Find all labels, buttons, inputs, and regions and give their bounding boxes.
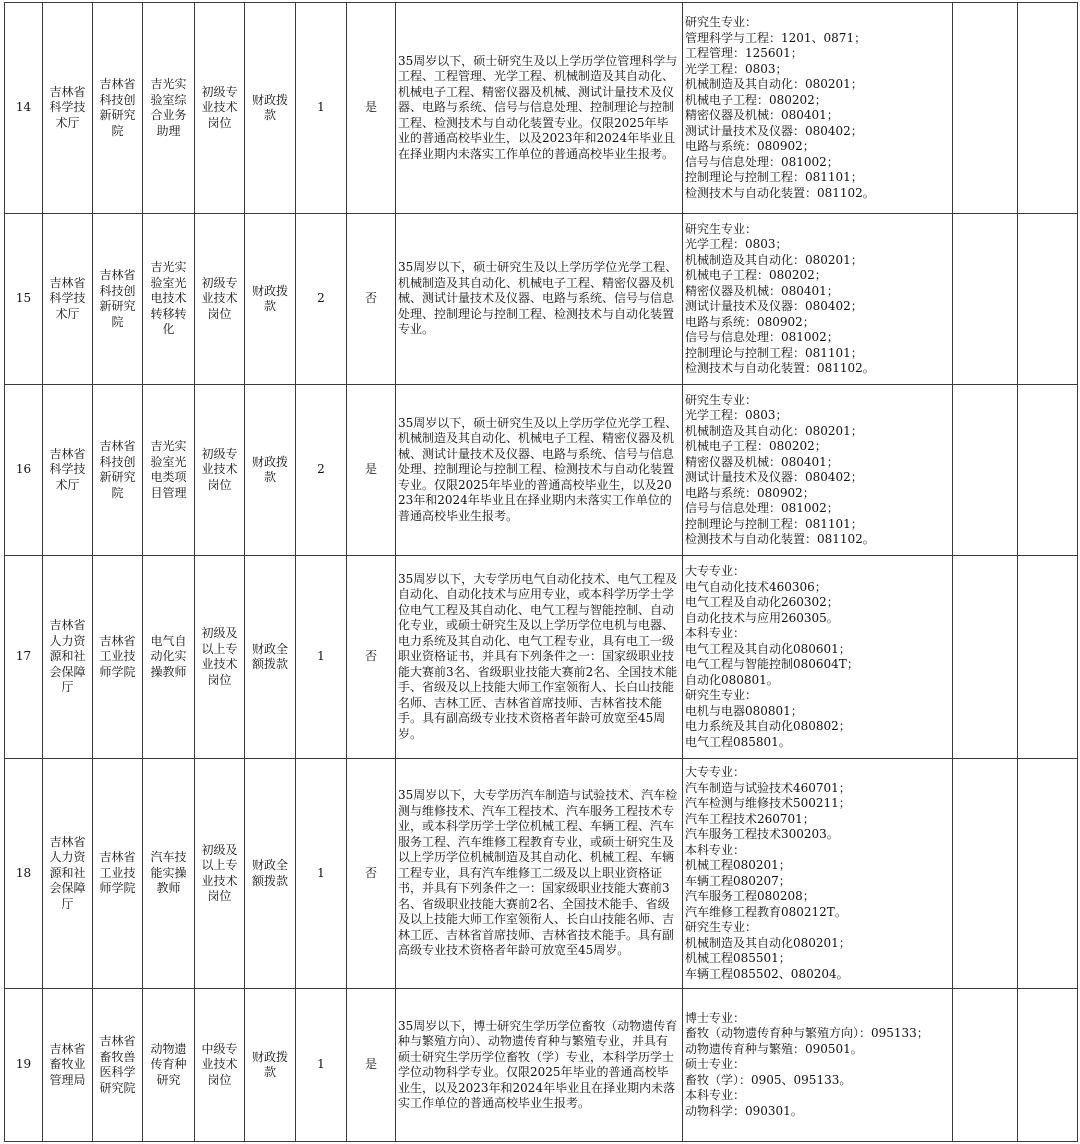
table-row	[5, 385, 1078, 556]
cell-number: 14	[5, 3, 43, 214]
cell-number: 17	[5, 556, 43, 759]
major-line: 大专专业：	[685, 765, 746, 779]
cell-graduate-only: 是	[347, 3, 396, 214]
major-line: 电路与系统：080902；	[685, 139, 815, 153]
major-line: 机械电子工程：080202；	[685, 268, 827, 282]
major-line: 光学工程：0803；	[685, 61, 788, 76]
cell-unit: 吉林省畜牧兽医科学研究院	[93, 989, 143, 1142]
cell-requirements: 35周岁以下，硕士研究生及以上学历学位光学工程、机械制造及其自动化、机械电子工程、精密仪器及机械、测试计量技术及仪器、电路与系统、信号与信息处理、控制理论与控制工程、检测技术与自动化装置专业。仅限2025年毕业的普通高校毕业生，以及2023年和2024年毕业且在择业期内未落实工作单位的普通高校毕业生报考。	[396, 385, 683, 556]
major-line: 动物遗传育种与繁殖：090501。	[685, 1041, 863, 1056]
cell-requirements: 35周岁以下，大专学历电气自动化技术、电气工程及自动化、自动化技术与应用专业，或本科学历学士学位电气工程及其自动化、电气工程与智能控制、自动化专业，或硕士研究生及以上学历学位电机与电器、电力系统及其自动化、电气工程专业，具有电工一级职业资格证书，并具有下列条件之一：国家级职业技能大赛前3名、省级职业技能大赛前2名、全国技术能手、省级及以上技能大师工作室领衔人、长白山技能名师、吉林工匠、吉林省首席技师、吉林省技术能手。具有副高级专业技术资格者年龄可放宽至45周岁。	[396, 556, 683, 759]
cell-headcount: 1	[296, 989, 347, 1142]
cell-department: 吉林省科学技术厅	[43, 3, 93, 214]
major-line: 研究生专业：	[685, 221, 758, 236]
cell-unit: 吉林省科技创新研究院	[93, 214, 143, 385]
cell-number: 18	[5, 759, 43, 989]
major-line: 畜牧（学）：0905、095133。	[685, 1072, 852, 1087]
table-body	[5, 3, 1078, 1142]
major-line: 电路与系统：080902；	[685, 314, 815, 329]
major-line: 测试计量技术及仪器：080402；	[685, 123, 863, 138]
table-row	[5, 556, 1078, 759]
cell-position-level: 初级专业技术岗位	[195, 3, 245, 214]
recruitment-table	[4, 2, 1078, 1142]
major-line: 检测技术与自动化装置：081102。	[685, 532, 875, 546]
major-line: 信号与信息处理：081002；	[685, 154, 839, 169]
cell-funding: 财政全额拨款	[245, 759, 296, 989]
cell-position-name: 吉光实验室综合业务助理	[143, 3, 195, 214]
cell-empty	[1018, 385, 1078, 556]
major-line: 机械制造及其自动化080201；	[685, 935, 851, 950]
major-line: 电气工程及自动化260302；	[685, 595, 839, 609]
major-line: 测试计量技术及仪器：080402；	[685, 470, 863, 484]
major-line: 博士专业：	[685, 1010, 746, 1025]
major-line: 光学工程：0803；	[685, 237, 788, 251]
cell-empty	[1018, 556, 1078, 759]
cell-position-name: 动物遗传育种研究	[143, 989, 195, 1142]
major-line: 管理科学与工程：1201、0871；	[685, 30, 867, 45]
major-line: 电力系统及其自动化080802；	[685, 719, 851, 733]
major-line: 本科专业：	[685, 626, 746, 640]
major-line: 研究生专业：	[685, 15, 758, 29]
major-line: 车辆工程080207；	[685, 873, 791, 888]
cell-headcount: 2	[296, 385, 347, 556]
major-line: 控制理论与控制工程：081101；	[685, 170, 863, 184]
cell-requirements: 35周岁以下，硕士研究生及以上学历学位管理科学与工程、工程管理、光学工程、机械制造及其自动化、机械电子工程、精密仪器及机械、测试计量技术及仪器、电路与系统、信号与信息处理、控制理论与控制工程、检测技术与自动化装置专业。仅限2025年毕业的普通高校毕业生，以及2023年和2024年毕业且在择业期内未落实工作单位的普通高校毕业生报考。	[396, 3, 683, 214]
table-row	[5, 3, 1078, 214]
cell-position-level: 初级专业技术岗位	[195, 214, 245, 385]
major-line: 畜牧（动物遗传育种与繁殖方向）：095133；	[685, 1026, 929, 1041]
cell-note	[953, 556, 1018, 759]
cell-position-name: 吉光实验室光电技术转移转化	[143, 214, 195, 385]
cell-funding: 财政全额拨款	[245, 556, 296, 759]
major-line: 自动化080801。	[685, 672, 779, 687]
cell-department: 吉林省人力资源和社会保障厅	[43, 759, 93, 989]
major-line: 硕士专业：	[685, 1057, 746, 1072]
cell-graduate-only: 否	[347, 214, 396, 385]
major-line: 电路与系统：080902；	[685, 485, 815, 500]
cell-position-level: 中级专业技术岗位	[195, 989, 245, 1142]
cell-position-level: 初级专业技术岗位	[195, 385, 245, 556]
cell-note	[953, 3, 1018, 214]
cell-position-level: 初级及以上专业技术岗位	[195, 556, 245, 759]
cell-empty	[1018, 3, 1078, 214]
major-line: 研究生专业：	[685, 688, 758, 702]
cell-unit: 吉林省工业技师学院	[93, 759, 143, 989]
major-line: 精密仪器及机械：080401；	[685, 108, 839, 122]
major-line: 工程管理：125601；	[685, 46, 803, 60]
major-line: 车辆工程085502、080204。	[685, 966, 849, 981]
cell-major-codes	[683, 3, 953, 214]
major-line: 控制理论与控制工程：081101；	[685, 345, 863, 360]
major-line: 机械制造及其自动化：080201；	[685, 77, 863, 91]
cell-graduate-only: 是	[347, 385, 396, 556]
cell-note	[953, 759, 1018, 989]
major-line: 检测技术与自动化装置：081102。	[685, 185, 875, 200]
cell-funding: 财政拨款	[245, 385, 296, 556]
cell-unit: 吉林省科技创新研究院	[93, 385, 143, 556]
major-line: 精密仪器及机械：080401；	[685, 283, 839, 298]
cell-major-codes	[683, 759, 953, 989]
major-line: 机械工程080201；	[685, 858, 791, 872]
major-line: 检测技术与自动化装置：081102。	[685, 361, 875, 375]
major-line: 汽车工程技术260701；	[685, 811, 815, 826]
cell-headcount: 1	[296, 759, 347, 989]
major-line: 本科专业：	[685, 842, 746, 857]
major-line: 电机与电器080801；	[685, 703, 803, 718]
cell-note	[953, 385, 1018, 556]
major-line: 动物科学：090301。	[685, 1103, 803, 1118]
cell-department: 吉林省人力资源和社会保障厅	[43, 556, 93, 759]
cell-number: 15	[5, 214, 43, 385]
cell-requirements: 35周岁以下，大专学历汽车制造与试验技术、汽车检测与维修技术、汽车工程技术、汽车服务工程技术专业，或本科学历学士学位机械工程、车辆工程、汽车服务工程、汽车维修工程教育专业，或硕士研究生及以上学历学位机械制造及其自动化、机械工程、车辆工程专业，具有汽车维修工二级及以上职业资格证书，并具有下列条件之一：国家级职业技能大赛前3名、省级职业技能大赛前2名、全国技术能手、省级及以上技能大师工作室领衔人、长白山技能名师、吉林工匠、吉林省首席技师、吉林省技术能手。具有副高级专业技术资格者年龄可放宽至45周岁。	[396, 759, 683, 989]
cell-empty	[1018, 759, 1078, 989]
cell-empty	[1018, 989, 1078, 1142]
cell-department: 吉林省科学技术厅	[43, 385, 93, 556]
major-line: 自动化技术与应用260305。	[685, 610, 839, 625]
cell-headcount: 2	[296, 214, 347, 385]
cell-department: 吉林省畜牧业管理局	[43, 989, 93, 1142]
cell-major-codes	[683, 556, 953, 759]
cell-headcount: 1	[296, 3, 347, 214]
cell-position-name: 汽车技能实操教师	[143, 759, 195, 989]
major-line: 研究生专业：	[685, 392, 758, 407]
major-line: 研究生专业：	[685, 920, 758, 934]
table-row	[5, 759, 1078, 989]
cell-department: 吉林省科学技术厅	[43, 214, 93, 385]
cell-headcount: 1	[296, 556, 347, 759]
major-line: 电气工程与智能控制080604T；	[685, 657, 859, 671]
major-line: 电气工程085801。	[685, 734, 791, 749]
major-line: 信号与信息处理：081002；	[685, 501, 839, 515]
cell-graduate-only: 否	[347, 556, 396, 759]
cell-funding: 财政拨款	[245, 214, 296, 385]
major-line: 电气自动化技术460306；	[685, 579, 827, 594]
major-line: 汽车维修工程教育080212T。	[685, 904, 847, 919]
cell-major-codes	[683, 214, 953, 385]
table-row	[5, 214, 1078, 385]
major-line: 机械电子工程：080202；	[685, 92, 827, 107]
cell-major-codes	[683, 385, 953, 556]
major-line: 测试计量技术及仪器：080402；	[685, 299, 863, 313]
major-line: 机械制造及其自动化：080201；	[685, 423, 863, 438]
cell-requirements: 35周岁以下，博士研究生学历学位畜牧（动物遗传育种与繁殖方向）、动物遗传育种与繁殖专业，并具有硕士研究生学历学位畜牧（学）专业，本科学历学士学位动物科学专业。仅限2025年毕业的普通高校毕业生，以及2023年和2024年毕业且在择业期内未落实工作单位的普通高校毕业生报考。	[396, 989, 683, 1142]
major-line: 电气工程及其自动化080601；	[685, 641, 851, 656]
cell-graduate-only: 否	[347, 759, 396, 989]
major-line: 汽车检测与维修技术500211；	[685, 796, 851, 810]
cell-funding: 财政拨款	[245, 989, 296, 1142]
major-line: 汽车制造与试验技术460701；	[685, 780, 851, 795]
cell-number: 16	[5, 385, 43, 556]
major-line: 光学工程：0803；	[685, 408, 788, 422]
cell-empty	[1018, 214, 1078, 385]
cell-position-name: 吉光实验室光电类项目管理	[143, 385, 195, 556]
table-row	[5, 989, 1078, 1142]
major-line: 汽车服务工程技术300203。	[685, 827, 839, 841]
cell-requirements: 35周岁以下，硕士研究生及以上学历学位光学工程、机械制造及其自动化、机械电子工程、精密仪器及机械、测试计量技术及仪器、电路与系统、信号与信息处理、控制理论与控制工程、检测技术与自动化装置专业。	[396, 214, 683, 385]
major-line: 控制理论与控制工程：081101；	[685, 516, 863, 531]
cell-note	[953, 214, 1018, 385]
major-line: 大专专业：	[685, 564, 746, 578]
cell-number: 19	[5, 989, 43, 1142]
major-line: 机械工程085501；	[685, 951, 791, 965]
major-line: 精密仪器及机械：080401；	[685, 454, 839, 469]
major-line: 汽车服务工程080208；	[685, 889, 815, 903]
major-line: 机械制造及其自动化：080201；	[685, 252, 863, 267]
cell-position-name: 电气自动化实操教师	[143, 556, 195, 759]
cell-major-codes	[683, 989, 953, 1142]
cell-position-level: 初级及以上专业技术岗位	[195, 759, 245, 989]
major-line: 本科专业：	[685, 1088, 746, 1103]
cell-unit: 吉林省科技创新研究院	[93, 3, 143, 214]
cell-graduate-only: 是	[347, 989, 396, 1142]
cell-note	[953, 989, 1018, 1142]
major-line: 信号与信息处理：081002；	[685, 330, 839, 344]
cell-unit: 吉林省工业技师学院	[93, 556, 143, 759]
major-line: 机械电子工程：080202；	[685, 439, 827, 453]
cell-funding: 财政拨款	[245, 3, 296, 214]
